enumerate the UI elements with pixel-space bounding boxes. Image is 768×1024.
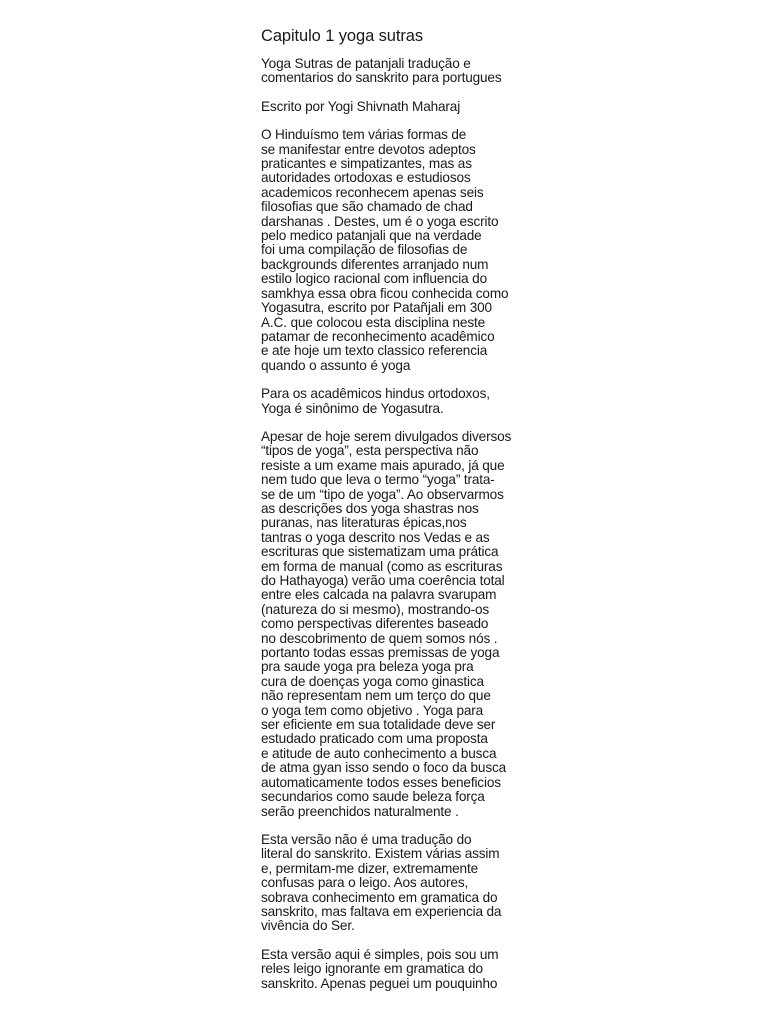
text-line: filosofias que são chamado de chad bbox=[261, 199, 473, 215]
text-line: nem tudo que leva o termo “yoga” trata- bbox=[261, 472, 495, 488]
text-line: tantras o yoga descrito nos Vedas e as bbox=[261, 529, 490, 545]
text-line: de atma gyan isso sendo o foco da busca bbox=[261, 760, 507, 776]
text-line: Yoga é sinônimo de Yogasutra. bbox=[261, 400, 444, 416]
text-line: as descrições dos yoga shastras nos bbox=[261, 500, 479, 516]
text-line: literal do sanskrito. Existem várias assim bbox=[261, 846, 500, 862]
text-line: Esta versão aqui é simples, pois sou um bbox=[261, 946, 499, 962]
text-line: pra saude yoga pra beleza yoga pra bbox=[261, 659, 474, 675]
text-line: Para os acadêmicos hindus ortodoxos, bbox=[261, 386, 490, 402]
text-line: não representam nem um terço do que bbox=[261, 688, 491, 704]
text-line: como perspectivas diferentes baseado bbox=[261, 616, 489, 632]
text-line: backgrounds diferentes arranjado num bbox=[261, 256, 489, 272]
text-line: reles leigo ignorante em gramatica do bbox=[261, 961, 483, 977]
subtitle-paragraph bbox=[261, 57, 551, 86]
body-paragraph-hinduism bbox=[261, 128, 551, 373]
text-line: Escrito por Yogi Shivnath Maharaj bbox=[261, 98, 461, 114]
text-line: se manifestar entre devotos adeptos bbox=[261, 141, 476, 157]
body-paragraph-types-of-yoga bbox=[261, 430, 551, 819]
text-line: pelo medico patanjali que na verdade bbox=[261, 228, 482, 244]
text-line: “tipos de yoga”, esta perspectiva não bbox=[261, 443, 479, 459]
text-line: comentarios do sanskrito para portugues bbox=[261, 70, 502, 86]
text-line: (natureza do si mesmo), mostrando-os bbox=[261, 601, 490, 617]
text-line: estilo logico racional com influencia do bbox=[261, 271, 487, 287]
text-line: puranas, nas literaturas épicas,nos bbox=[261, 515, 467, 531]
chapter-title: Capitulo 1 yoga sutras bbox=[261, 27, 423, 45]
body-paragraph-translation-note bbox=[261, 833, 551, 934]
body-paragraph-simple-version bbox=[261, 948, 551, 991]
text-line: em forma de manual (como as escrituras bbox=[261, 558, 503, 574]
text-line: Esta versão não é uma tradução do bbox=[261, 831, 472, 847]
text-line: Yogasutra, escrito por Patañjali em 300 bbox=[261, 300, 492, 316]
text-line: darshanas . Destes, um é o yoga escrito bbox=[261, 213, 499, 229]
text-line: sanskrito, mas faltava em experiencia da bbox=[261, 903, 502, 919]
text-line: autoridades ortodoxas e estudiosos bbox=[261, 170, 471, 186]
text-line: portanto todas essas premissas de yoga bbox=[261, 645, 500, 661]
text-line: sanskrito. Apenas peguei um pouquinho bbox=[261, 975, 498, 991]
text-line: do Hathayoga) verão uma coerência total bbox=[261, 573, 505, 588]
text-line: ser eficiente em sua totalidade deve ser bbox=[261, 717, 496, 733]
text-line: cura de doenças yoga como ginastica bbox=[261, 673, 484, 689]
text-line: A.C. que colocou esta disciplina neste bbox=[261, 314, 486, 330]
text-line: estudado praticado com uma proposta bbox=[261, 731, 488, 747]
text-line: Apesar de hoje serem divulgados diversos bbox=[261, 428, 512, 444]
text-line: vivência do Ser. bbox=[261, 918, 355, 934]
text-line: e atitude de auto conhecimento a busca bbox=[261, 745, 497, 761]
text-line: automaticamente todos esses beneficios bbox=[261, 774, 501, 790]
text-line: o yoga tem como objetivo . Yoga para bbox=[261, 702, 484, 718]
text-line: sobrava conhecimento em gramatica do bbox=[261, 889, 498, 905]
text-line: O Hinduísmo tem várias formas de bbox=[261, 127, 467, 143]
text-line: escrituras que sistematizam uma prática bbox=[261, 544, 499, 560]
text-column bbox=[261, 26, 551, 991]
text-line: entre eles calcada na palavra svarupam bbox=[261, 587, 497, 603]
text-line: patamar de reconhecimento acadêmico bbox=[261, 328, 495, 344]
text-line: Yoga Sutras de patanjali tradução e bbox=[261, 56, 471, 71]
text-line: praticantes e simpatizantes, mas as bbox=[261, 156, 472, 172]
text-line: secundarios como saude beleza força bbox=[261, 789, 485, 805]
text-line: samkhya essa obra ficou conhecida como bbox=[261, 285, 509, 301]
text-line: e, permitam-me dizer, extremamente bbox=[261, 860, 479, 876]
text-line: academicos reconhecem apenas seis bbox=[261, 184, 484, 200]
text-line: no descobrimento de quem somos nós . bbox=[261, 630, 498, 646]
body-paragraph-orthodox bbox=[261, 387, 551, 416]
text-line: confusas para o leigo. Aos autores, bbox=[261, 875, 469, 891]
text-line: se de um “tipo de yoga”. Ao observarmos bbox=[261, 486, 504, 502]
text-line: e ate hoje um texto classico referencia bbox=[261, 343, 488, 359]
text-line: resiste a um exame mais apurado, já que bbox=[261, 457, 505, 473]
text-line: serão preenchidos naturalmente . bbox=[261, 803, 459, 819]
text-line: foi uma compilação de filosofias de bbox=[261, 242, 468, 258]
author-paragraph bbox=[261, 100, 551, 114]
text-line: quando o assunto é yoga bbox=[261, 357, 411, 373]
